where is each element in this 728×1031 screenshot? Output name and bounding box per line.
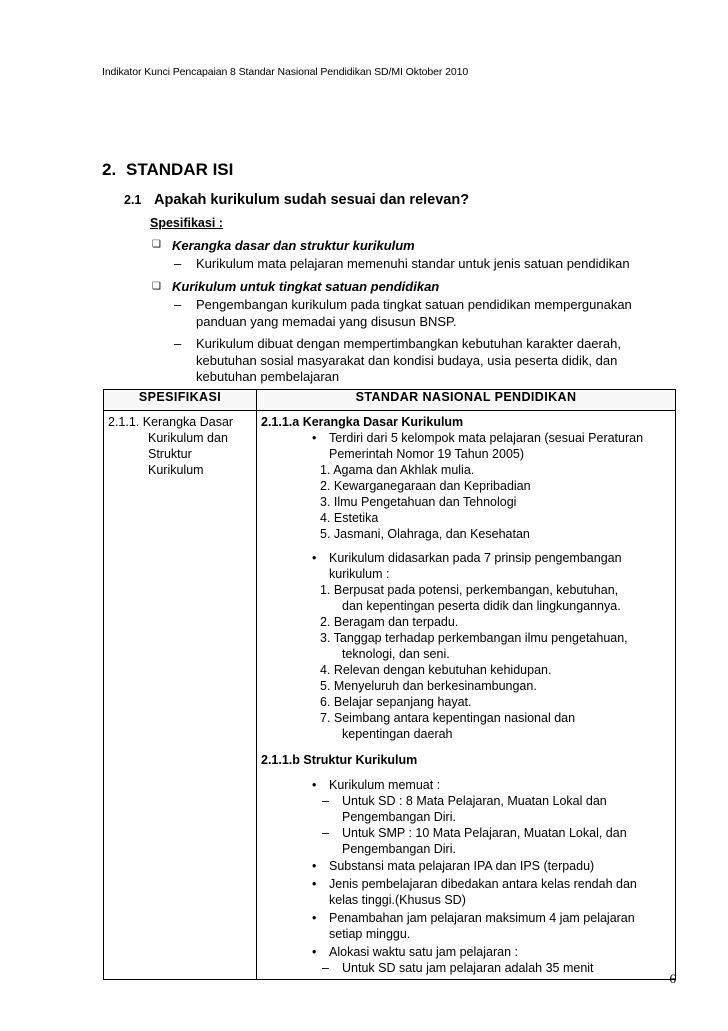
list-item: 6. Belajar sepanjang hayat. bbox=[320, 695, 472, 709]
body-line: Kurikulum memuat : bbox=[329, 778, 441, 792]
bullet-icon: • bbox=[312, 551, 317, 565]
body-line: Pengembangan Diri. bbox=[342, 842, 456, 856]
spec-text: 2.1.1. Kerangka Dasar bbox=[108, 415, 234, 429]
bullet-icon: • bbox=[312, 911, 317, 925]
checkbox-bullet-icon: ❑ bbox=[152, 239, 161, 250]
body-line: setiap minggu. bbox=[329, 927, 411, 941]
body-line: Penambahan jam pelajaran maksimum 4 jam pelajaran bbox=[329, 911, 635, 925]
page-number: 6 bbox=[669, 971, 676, 986]
subsection-b-title: 2.1.1.b Struktur Kurikulum bbox=[261, 753, 418, 767]
spec-text: Struktur bbox=[148, 447, 192, 461]
spec-dash-line: kebutuhan pembelajaran bbox=[196, 369, 340, 384]
spec-dash-line: – Pengembangan kurikulum pada tingkat satuan pendidikan mempergunakan bbox=[174, 297, 632, 312]
body-line: Jenis pembelajaran dibedakan antara kelas rendah dan bbox=[329, 877, 637, 891]
subsection-title: Apakah kurikulum sudah sesuai dan relevan? bbox=[154, 192, 470, 208]
spec-item-title: Kerangka dasar dan struktur kurikulum bbox=[172, 238, 415, 253]
list-item: 2. Beragam dan terpadu. bbox=[320, 615, 459, 629]
bullet-icon: • bbox=[312, 859, 317, 873]
dash-icon: – bbox=[322, 961, 329, 975]
list-item: teknologi, dan seni. bbox=[342, 647, 450, 661]
body-line: Substansi mata pelajaran IPA dan IPS (terpadu) bbox=[329, 859, 595, 873]
table-header-row bbox=[104, 390, 676, 411]
section-title: STANDAR ISI bbox=[126, 160, 234, 179]
spec-item-title: Kurikulum untuk tingkat satuan pendidikan bbox=[172, 279, 440, 294]
list-item: 4. Estetika bbox=[320, 511, 379, 525]
body-line: Kurikulum didasarkan pada 7 prinsip pengembangan bbox=[329, 551, 622, 565]
spec-dash-line: – Kurikulum mata pelajaran memenuhi standar untuk jenis satuan pendidikan bbox=[174, 256, 630, 271]
bullet-icon: • bbox=[312, 945, 317, 959]
spec-text: Kurikulum bbox=[148, 463, 204, 477]
list-item: 2. Kewarganegaraan dan Kepribadian bbox=[320, 479, 531, 493]
list-item: 1. Agama dan Akhlak mulia. bbox=[320, 463, 475, 477]
header-spesifikasi: SPESIFIKASI bbox=[104, 390, 257, 411]
list-item: 5. Menyeluruh dan berkesinambungan. bbox=[320, 679, 537, 693]
subsection-a-title: 2.1.1.a Kerangka Dasar Kurikulum bbox=[261, 415, 464, 429]
list-item: 7. Seimbang antara kepentingan nasional dan bbox=[320, 711, 576, 725]
body-line: Pengembangan Diri. bbox=[342, 810, 456, 824]
bullet-icon: • bbox=[312, 778, 317, 792]
list-item: 3. Tanggap terhadap perkembangan ilmu pengetahuan, bbox=[320, 631, 628, 645]
list-item: 4. Relevan dengan kebutuhan kehidupan. bbox=[320, 663, 552, 677]
bullet-icon: • bbox=[312, 431, 317, 445]
section-heading bbox=[102, 160, 233, 180]
spec-cell bbox=[104, 411, 257, 980]
spec-dash-line: panduan yang memadai yang disusun BNSP. bbox=[196, 314, 457, 329]
dash-icon: – bbox=[322, 826, 329, 840]
body-line: Untuk SD : 8 Mata Pelajaran, Muatan Lokal dan bbox=[342, 794, 607, 808]
section-number: 2. bbox=[102, 160, 117, 179]
body-line: Terdiri dari 5 kelompok mata pelajaran (sesuai Peraturan bbox=[329, 431, 644, 445]
list-item: dan kepentingan peserta didik dan lingkungannya. bbox=[342, 599, 621, 613]
body-line: kelas tinggi.(Khusus SD) bbox=[329, 893, 466, 907]
spec-dash-line: – Kurikulum dibuat dengan mempertimbangkan kebutuhan karakter daerah, bbox=[174, 336, 621, 351]
list-item: kepentingan daerah bbox=[342, 727, 453, 741]
standards-table bbox=[103, 389, 676, 980]
subsection-heading bbox=[124, 192, 469, 208]
body-line: Alokasi waktu satu jam pelajaran : bbox=[329, 945, 518, 959]
header-standar: STANDAR NASIONAL PENDIDIKAN bbox=[257, 390, 676, 411]
list-item: 3. Ilmu Pengetahuan dan Tehnologi bbox=[320, 495, 517, 509]
running-header: Indikator Kunci Pencapaian 8 Standar Nasional Pendidikan SD/MI Oktober 2010 bbox=[102, 66, 469, 78]
subsection-number: 2.1 bbox=[124, 193, 142, 207]
body-line: Untuk SMP : 10 Mata Pelajaran, Muatan Lokal, dan bbox=[342, 826, 627, 840]
list-item: 5. Jasmani, Olahraga, dan Kesehatan bbox=[320, 527, 530, 541]
checkbox-bullet-icon: ❑ bbox=[152, 281, 161, 292]
standard-cell bbox=[257, 411, 676, 980]
body-line: Pemerintah Nomor 19 Tahun 2005) bbox=[329, 447, 525, 461]
table-row bbox=[104, 411, 676, 980]
body-line: Untuk SD satu jam pelajaran adalah 35 menit bbox=[342, 961, 594, 975]
spec-text: Kurikulum dan bbox=[148, 431, 228, 445]
spec-dash-line: kebutuhan sosial masyarakat dan kondisi budaya, usia peserta didik, dan bbox=[196, 353, 618, 368]
list-item: 1. Berpusat pada potensi, perkembangan, kebutuhan, bbox=[320, 583, 619, 597]
body-line: kurikulum : bbox=[329, 567, 390, 581]
spec-label: Spesifikasi : bbox=[150, 216, 223, 230]
dash-icon: – bbox=[322, 794, 329, 808]
bullet-icon: • bbox=[312, 877, 317, 891]
